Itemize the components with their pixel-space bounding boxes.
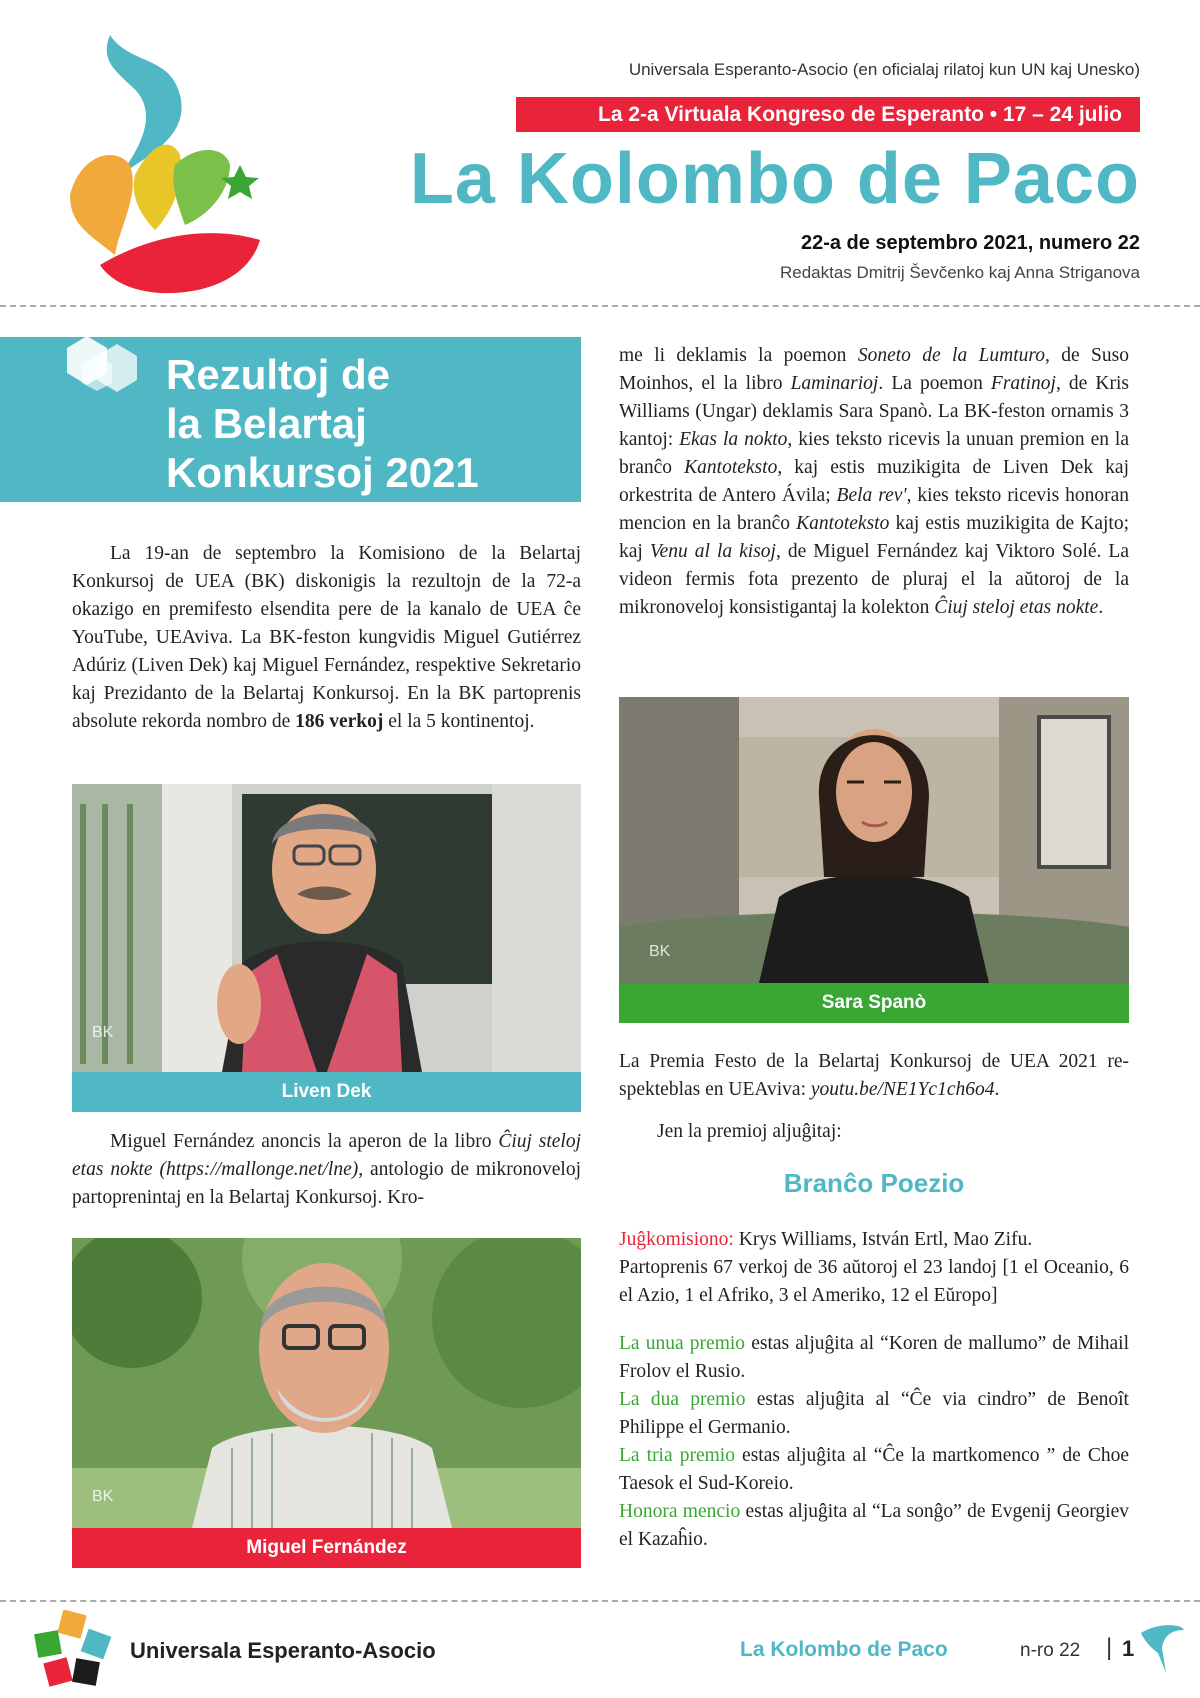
para2-end: , antologio de mikronoveloj partoprenintaj en la Belartaj Konkursoj. Kro- <box>72 1159 581 1208</box>
congress-text: La 2-a Virtuala Kongreso de Esperanto • 17 – 24 julio <box>598 103 1122 126</box>
jury-text: Krys Williams, István Ertl, Mao Zifu. <box>733 1229 1033 1250</box>
col2-text: , de Suso Moinhos, el la libro <box>619 345 1129 394</box>
intro-paragraph <box>72 540 581 736</box>
replay-paragraph <box>619 1048 1129 1104</box>
jury-paragraph <box>619 1226 1129 1310</box>
article-title <box>166 350 566 497</box>
masthead-title: La Kolombo de Paco <box>409 139 1140 219</box>
col2-text: , de Miguel Fernández kaj Viktoro Solé. La videon fermis fota prezento de pluraj el la aŭtoroj de la mikronoveloj konsistigantaj la kolekton <box>619 541 1129 618</box>
col2-text: , de Kris Williams (Ungar) deklamis Sara Spanò. La BK-feston ornamis 3 kantoj: <box>619 373 1129 450</box>
organization-line: Universala Esperanto-Asocio (en oficialaj rilatoj kun UN kaj Unesko) <box>628 60 1140 79</box>
intro-bold: 186 verkoj <box>295 711 384 732</box>
dove-small-icon <box>1136 1618 1186 1678</box>
article-title-line3: Konkursoj 2021 <box>166 449 479 496</box>
article-title-line1: Rezultoj de <box>166 351 391 398</box>
col2-italic: Fratinoj <box>990 373 1056 394</box>
footer-divider <box>0 1600 1200 1602</box>
photo-watermark: BK <box>92 1024 114 1041</box>
caption-sara-spano: Sara Spanò <box>619 983 1129 1023</box>
article-title-line2: la Belartaj <box>166 400 367 447</box>
prize3-text: estas aljuĝita al “Ĉe la martkomenco ” de Choe Taesok el Sud-Koreio. <box>619 1445 1129 1494</box>
prize2-text: estas aljuĝita al “Ĉe via cindro” de Benoît Philippe el Germanio. <box>619 1389 1129 1438</box>
participation-text: Partoprenis 67 verkoj de 36 aŭtoroj el 23 landoj [1 el Oceanio, 6 el Azio, 1 el Afriko, 3 el Ameriko, 12 el Eŭropo] <box>619 1257 1129 1306</box>
uea-logo-icon <box>30 1610 114 1690</box>
col2-italic: Laminarioj <box>790 373 879 394</box>
col2-italic: Ekas la nokto <box>679 429 788 450</box>
replay-link[interactable]: youtu.be/NE1Yc1ch6o4 <box>810 1079 995 1100</box>
caption-liven-dek: Liven Dek <box>72 1072 581 1112</box>
header-divider <box>0 305 1200 307</box>
footer-organization: Universala Esperanto-Asocio <box>130 1638 436 1663</box>
footer-issue-number: n-ro 22 <box>1020 1640 1081 1661</box>
para2-title: Ĉiuj steloj etas nokte <box>72 1131 581 1180</box>
prize1-text: estas aljuĝita al “Koren de mallumo” de Mihail Frolov el Rusio. <box>619 1333 1129 1382</box>
prizes-intro <box>619 1118 1129 1146</box>
footer-separator: | <box>1106 1634 1113 1661</box>
col2-italic: Kantoteksto <box>684 457 778 478</box>
col2-text: , kies teksto ricevis honoran mencion en la branĉo <box>619 485 1129 534</box>
page-number: 1 <box>1122 1636 1135 1661</box>
col2-text: , kies teksto ricevis la unuan premion en la branĉo <box>619 429 1129 478</box>
photo-watermark: BK <box>649 943 671 960</box>
photo-watermark: BK <box>92 1488 114 1505</box>
replay-text: La Premia Festo de la Belartaj Konkursoj de UEA 2021 re-spekteblas en UEAviva: <box>619 1051 1129 1100</box>
section-heading: Branĉo Poezio <box>783 1168 965 1198</box>
prize4-label: Honora mencio <box>619 1501 741 1522</box>
photo-liven-dek <box>72 784 581 1072</box>
col2-text: , kaj estis muzikigita de Liven Dek kaj orkestrita de Antero Ávila; <box>619 457 1129 506</box>
para2-link[interactable]: (https://mallonge.net/lne) <box>152 1159 359 1180</box>
jury-label: Juĝkomisiono: <box>619 1229 734 1250</box>
intro-text: La 19-an de septembro la Komisiono de la Belartaj Konkursoj de UEA (BK) diskonigis la rezultojn de la 72-a okazigo en premifesto elsendita pere de la kanalo de UEA ĉe YouTube, UEAviva. La BK-feston kungvidis Miguel Gutiérrez Adúriz (Liven Dek) kaj Miguel Fernández, respektive Sekretario kaj Prezidanto de la Belartaj Konkursoj. En la BK partoprenis absolute rekorda nombro de <box>72 543 581 732</box>
issue-date: 22-a de septembro 2021, numero 22 <box>800 232 1140 254</box>
col2-text: kaj estis muzikigita de Kajto; kaj <box>619 513 1129 562</box>
col2-italic: Venu al la kisoj <box>649 541 776 562</box>
prize2-label: La dua premio <box>619 1389 746 1410</box>
footer-publication: La Kolombo de Paco <box>740 1638 948 1661</box>
col2-text: me li deklamis la poemon <box>619 345 858 366</box>
continuation-paragraph <box>619 342 1129 622</box>
col2-italic: Ĉiuj steloj etas nokte <box>934 597 1099 618</box>
editors-line: Redaktas Dmitrij Ševčenko kaj Anna Striganova <box>779 263 1140 282</box>
congress-banner <box>516 97 1140 132</box>
dove-logo <box>60 25 280 295</box>
replay-end: . <box>994 1079 1000 1100</box>
prizes-intro-text: Jen la premioj aljuĝitaj: <box>657 1121 842 1142</box>
paragraph-book <box>72 1128 581 1212</box>
prize3-label: La tria premio <box>619 1445 735 1466</box>
prize1-label: La unua premio <box>619 1333 746 1354</box>
col2-text: . <box>1098 597 1104 618</box>
caption-miguel-fernandez: Miguel Fernández <box>72 1528 581 1568</box>
photo-miguel-fernandez <box>72 1238 581 1528</box>
col2-text: . La poemon <box>878 373 991 394</box>
photo-sara-spano <box>619 697 1129 983</box>
dove-icon <box>60 25 280 295</box>
intro-end: el la 5 kontinentoj. <box>383 711 535 732</box>
prizes-list <box>619 1330 1129 1554</box>
prize4-text: estas aljuĝita al “La sonĝo” de Evgenij Georgiev el Kazaĥio. <box>619 1501 1129 1550</box>
col2-italic: Soneto de la Lumturo <box>857 345 1046 366</box>
para2-start: Miguel Fernández anoncis la aperon de la libro <box>110 1131 499 1152</box>
cubes-icon <box>62 328 142 398</box>
col2-italic: Bela rev' <box>836 485 907 506</box>
col2-italic: Kantoteksto <box>796 513 890 534</box>
